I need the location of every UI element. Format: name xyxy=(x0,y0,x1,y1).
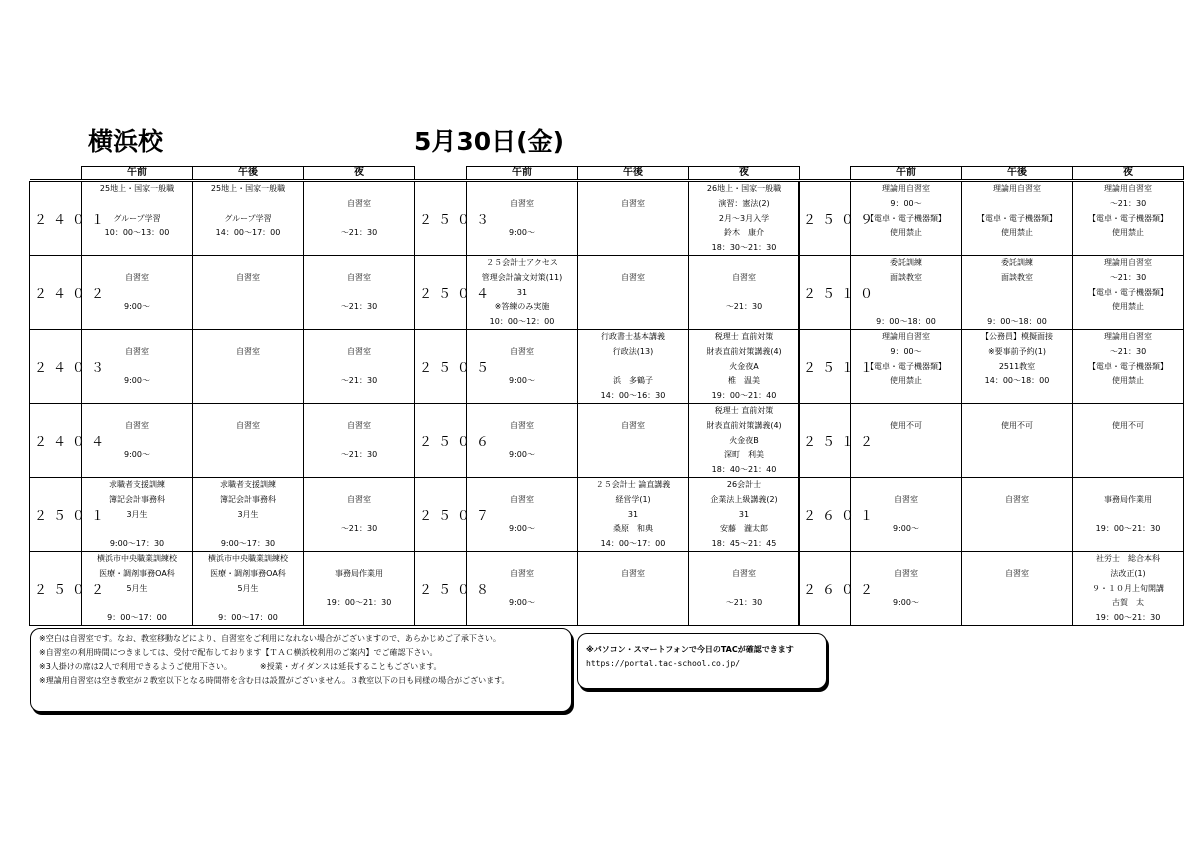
cell-line: 自習室 xyxy=(732,568,756,578)
cell-line: 自習室 xyxy=(1005,568,1029,578)
cell-line: 26地上・国家一般職 xyxy=(706,184,782,193)
cell-line: 9:00～ xyxy=(509,524,535,534)
cell-line: 9：00～ xyxy=(890,198,922,208)
schedule-cell xyxy=(578,552,689,626)
cell-line: 31 xyxy=(516,287,528,297)
table-row xyxy=(799,404,1184,478)
table-row xyxy=(415,330,800,404)
room-number: ２４０３ xyxy=(30,330,82,404)
schedule-cell xyxy=(193,256,304,330)
cell-line: 行政法(13) xyxy=(612,346,654,356)
cell-line: ２５会計士アクセス xyxy=(486,258,558,267)
column-header: 午後 xyxy=(962,167,1073,180)
schedule-cell xyxy=(689,182,800,256)
cell-line: 医療・調剤事務OA科 xyxy=(99,568,175,578)
cell-line: 財表直前対策講義(4) xyxy=(706,420,782,430)
cell-line: 使用不可 xyxy=(1112,420,1144,430)
cell-line: ～21：30 xyxy=(725,302,763,312)
cell-line: 自習室 xyxy=(125,420,149,430)
cell-line: ～21：30 xyxy=(1109,346,1147,356)
cell-line: ～21：30 xyxy=(340,302,378,312)
schedule-cell xyxy=(962,478,1073,552)
schedule-cell xyxy=(962,552,1073,626)
cell-line: 使用不可 xyxy=(890,420,922,430)
cell-line: 18：45～21：45 xyxy=(711,539,777,548)
cell-line: 25地上・国家一般職 xyxy=(99,184,175,193)
cell-line: 9:00～ xyxy=(124,376,150,386)
cell-line: 火金夜A xyxy=(729,361,759,371)
cell-line: 14：00～18：00 xyxy=(984,376,1050,386)
column-header: 午前 xyxy=(851,167,962,180)
room-number: ２５０７ xyxy=(415,478,467,552)
cell-line: 使用禁止 xyxy=(1001,228,1033,238)
cell-line: 使用禁止 xyxy=(890,376,922,386)
cell-line: 14：00～17：00 xyxy=(600,539,666,548)
room-number: ２５０５ xyxy=(415,330,467,404)
room-number: ２６０２ xyxy=(799,552,851,626)
table-row xyxy=(30,404,415,478)
cell-line: 事務局作業用 xyxy=(1104,494,1152,504)
cell-line: 面談教室 xyxy=(890,272,922,282)
cell-line: 10：00～13：00 xyxy=(104,228,170,238)
cell-line: ～21：30 xyxy=(340,376,378,386)
schedule-cell xyxy=(1073,478,1184,552)
cell-line: 自習室 xyxy=(125,346,149,356)
cell-line: 税理士 直前対策 xyxy=(714,332,774,341)
column-header: 午後 xyxy=(578,167,689,180)
cell-line: 自習室 xyxy=(621,420,645,430)
room-number: ２５１１ xyxy=(799,330,851,404)
header-spacer xyxy=(415,167,467,180)
cell-line: 自習室 xyxy=(510,568,534,578)
cell-line: 【電卓・電子機器類】 xyxy=(977,213,1057,223)
schedule-cell xyxy=(1073,256,1184,330)
table-row xyxy=(30,478,415,552)
schedule-cell xyxy=(962,404,1073,478)
cell-line: 理論用自習室 xyxy=(1104,184,1152,193)
cell-line: 行政書士基本講義 xyxy=(601,332,665,341)
note-line: ※空白は自習室です。なお、教室移動などにより、自習室をご利用になれない場合がございますので、あらかじめご了承下さい。 xyxy=(39,634,501,643)
schedule-cell xyxy=(578,182,689,256)
room-number: ２５０８ xyxy=(415,552,467,626)
room-number: ２５０６ xyxy=(415,404,467,478)
cell-line: 19：00～21：30 xyxy=(326,598,392,608)
cell-line: 委託訓練 xyxy=(1001,258,1033,267)
cell-line: ～21：30 xyxy=(340,524,378,534)
schedule-block xyxy=(414,166,800,626)
cell-line: 企業法上級講義(2) xyxy=(710,494,778,504)
schedule-cell xyxy=(962,182,1073,256)
cell-line: 自習室 xyxy=(894,568,918,578)
cell-line: 椎 温美 xyxy=(728,376,760,386)
cell-line: 31 xyxy=(627,509,639,519)
table-row xyxy=(799,552,1184,626)
room-number: ２５０９ xyxy=(799,182,851,256)
cell-line: 自習室 xyxy=(621,272,645,282)
schedule-cell xyxy=(851,330,962,404)
schedule-cell xyxy=(193,478,304,552)
notes-box xyxy=(30,628,572,712)
cell-line: 9:00～ xyxy=(124,302,150,312)
cell-line: 自習室 xyxy=(510,420,534,430)
cell-line: 9：00～ xyxy=(890,346,922,356)
schedule-cell xyxy=(578,256,689,330)
room-number: ２５０３ xyxy=(415,182,467,256)
cell-line: 理論用自習室 xyxy=(993,184,1041,193)
cell-line: グループ学習 xyxy=(224,213,272,223)
cell-line: 事務局作業用 xyxy=(335,568,383,578)
room-number: ２５１２ xyxy=(799,404,851,478)
cell-line: 9:00～ xyxy=(509,598,535,608)
cell-line: 5月生 xyxy=(237,583,259,593)
portal-url[interactable]: https://portal.tac-school.co.jp/ xyxy=(586,659,741,668)
room-number: ２４０１ xyxy=(30,182,82,256)
cell-line: 横浜市中央職業訓練校 xyxy=(208,554,288,563)
cell-line: 9:00～ xyxy=(509,376,535,386)
room-number: ２５０２ xyxy=(30,552,82,626)
cell-line: 鈴木 康介 xyxy=(724,228,764,238)
cell-line: 演習：憲法(2) xyxy=(718,198,770,208)
cell-line: 18：30～21：30 xyxy=(711,243,777,252)
column-header: 午前 xyxy=(467,167,578,180)
cell-line: 自習室 xyxy=(236,346,260,356)
room-number: ２６０１ xyxy=(799,478,851,552)
cell-line: 18：40～21：40 xyxy=(711,465,777,474)
header-spacer xyxy=(30,167,82,180)
table-row xyxy=(30,330,415,404)
cell-line: 税理士 直前対策 xyxy=(714,406,774,415)
cell-line: 自習室 xyxy=(510,198,534,208)
table-row xyxy=(799,330,1184,404)
cell-line: 9：00～18：00 xyxy=(876,317,936,326)
cell-line: 3月生 xyxy=(237,509,259,519)
school-name: 横浜校 xyxy=(88,127,164,156)
cell-line: 医療・調剤事務OA科 xyxy=(210,568,286,578)
table-row xyxy=(415,552,800,626)
cell-line: 2月～3月入学 xyxy=(718,213,770,223)
schedule-cell xyxy=(1073,552,1184,626)
cell-line: 自習室 xyxy=(125,272,149,282)
schedule-cell xyxy=(689,330,800,404)
cell-line: 9：00～17：00 xyxy=(107,613,167,622)
schedule-cell xyxy=(851,182,962,256)
room-number: ２５０４ xyxy=(415,256,467,330)
cell-line: 9：00～17：00 xyxy=(218,613,278,622)
room-number: ２４０２ xyxy=(30,256,82,330)
cell-line: 【電卓・電子機器類】 xyxy=(866,361,946,371)
cell-line: 9:00～17：30 xyxy=(109,539,165,548)
schedule-cell xyxy=(578,404,689,478)
cell-line: 法改正(1) xyxy=(1110,568,1146,578)
portal-note: ※パソコン・スマートフォンで今日のTACが確認できます xyxy=(586,645,794,654)
cell-line: 安藤 瀧太郎 xyxy=(720,524,768,534)
schedule-cell xyxy=(689,552,800,626)
cell-line: 【電卓・電子機器類】 xyxy=(1088,287,1168,297)
cell-line: ※要事前予約(1) xyxy=(987,346,1047,356)
cell-line: ～21：30 xyxy=(340,228,378,238)
note-line: ※自習室の利用時間につきましては、受付で配布しております【ＴＡＣ横浜校利用のご案内】でご確認下さい。 xyxy=(39,648,438,657)
cell-line: ～21：30 xyxy=(1109,198,1147,208)
cell-line: 使用禁止 xyxy=(890,228,922,238)
cell-line: 自習室 xyxy=(1005,494,1029,504)
schedule-cell xyxy=(193,182,304,256)
cell-line: 使用不可 xyxy=(1001,420,1033,430)
cell-line: ２５会計士 論直講義 xyxy=(595,480,671,489)
cell-line: 9:00～ xyxy=(509,450,535,460)
cell-line: 自習室 xyxy=(347,420,371,430)
cell-line: 簿記会計事務科 xyxy=(109,494,165,504)
cell-line: 自習室 xyxy=(894,494,918,504)
cell-line: 経営学(1) xyxy=(615,494,651,504)
schedule-cell xyxy=(304,404,415,478)
schedule-date: 5月30日(金) xyxy=(414,127,565,156)
cell-line: 委託訓練 xyxy=(890,258,922,267)
cell-line: 10：00～12：00 xyxy=(489,317,555,326)
table-row xyxy=(799,478,1184,552)
cell-line: 使用禁止 xyxy=(1112,376,1144,386)
cell-line: 9：00～18：00 xyxy=(987,317,1047,326)
cell-line: 火金夜B xyxy=(729,435,759,445)
note-line: ※3人掛けの席は2人で利用できるようご使用下さい。 ※授業・ガイダンスは延長することもございます。 xyxy=(39,662,442,671)
cell-line: 自習室 xyxy=(510,346,534,356)
cell-line: 【電卓・電子機器類】 xyxy=(1088,213,1168,223)
table-row xyxy=(799,182,1184,256)
cell-line: 19：00～21：40 xyxy=(711,391,777,400)
cell-line: 自習室 xyxy=(347,272,371,282)
cell-line: 深町 利美 xyxy=(724,450,764,460)
cell-line: 19：00～21：30 xyxy=(1095,524,1161,534)
note-line: ※理論用自習室は空き教室が２教室以下となる時間帯を含む日は設置がございません。３教室以下の日も同様の場合がございます。 xyxy=(39,676,510,685)
schedule-cell xyxy=(689,478,800,552)
schedule-cell xyxy=(304,256,415,330)
schedule-cell xyxy=(304,330,415,404)
cell-line: 理論用自習室 xyxy=(1104,258,1152,267)
cell-line: ９・１０月上旬開講 xyxy=(1092,583,1164,593)
cell-line: 自習室 xyxy=(510,494,534,504)
cell-line: 5月生 xyxy=(126,583,148,593)
table-row xyxy=(799,256,1184,330)
cell-line: 古賀 太 xyxy=(1112,598,1144,608)
cell-line: 横浜市中央職業訓練校 xyxy=(97,554,177,563)
cell-line: 9:00～ xyxy=(893,598,919,608)
cell-line: 簿記会計事務科 xyxy=(220,494,276,504)
cell-line: 面談教室 xyxy=(1001,272,1033,282)
cell-line: ～21：30 xyxy=(725,598,763,608)
table-row xyxy=(30,552,415,626)
cell-line: 管理会計論文対策(11) xyxy=(481,272,563,282)
schedule-cell xyxy=(1073,182,1184,256)
cell-line: 自習室 xyxy=(732,272,756,282)
cell-line: 理論用自習室 xyxy=(1104,332,1152,341)
cell-line: 自習室 xyxy=(236,420,260,430)
schedule-cell xyxy=(1073,404,1184,478)
schedule-cell xyxy=(193,552,304,626)
schedule-cell xyxy=(304,478,415,552)
cell-line: 社労士 総合本科 xyxy=(1096,554,1160,563)
table-row xyxy=(30,256,415,330)
schedule-cell xyxy=(689,256,800,330)
room-number: ２５１０ xyxy=(799,256,851,330)
cell-line: 使用禁止 xyxy=(1112,228,1144,238)
cell-line: 3月生 xyxy=(126,509,148,519)
column-header: 夜 xyxy=(1073,167,1184,180)
cell-line: 【電卓・電子機器類】 xyxy=(1088,361,1168,371)
schedule-block xyxy=(798,166,1184,626)
column-header: 午前 xyxy=(82,167,193,180)
cell-line: 自習室 xyxy=(621,198,645,208)
table-row xyxy=(415,478,800,552)
cell-line: 31 xyxy=(738,509,750,519)
cell-line: 14：00～16：30 xyxy=(600,391,666,400)
cell-line: 自習室 xyxy=(236,272,260,282)
schedule-cell xyxy=(578,478,689,552)
cell-line: 14：00～17：00 xyxy=(215,228,281,238)
cell-line: 桑原 和典 xyxy=(613,524,653,534)
schedule-cell xyxy=(1073,330,1184,404)
schedule-cell xyxy=(193,404,304,478)
cell-line: 9:00～17：30 xyxy=(220,539,276,548)
schedule-cell xyxy=(304,552,415,626)
column-header: 午後 xyxy=(193,167,304,180)
schedule-cell xyxy=(193,330,304,404)
cell-line: ～21：30 xyxy=(1109,272,1147,282)
portal-info-box xyxy=(577,633,827,689)
schedule-cell xyxy=(304,182,415,256)
cell-line: 使用禁止 xyxy=(1112,302,1144,312)
cell-line: 自習室 xyxy=(347,198,371,208)
schedule-cell xyxy=(578,330,689,404)
cell-line: グループ学習 xyxy=(113,213,161,223)
cell-line: 2511教室 xyxy=(998,361,1036,371)
header-spacer xyxy=(799,167,851,180)
cell-line: 【電卓・電子機器類】 xyxy=(866,213,946,223)
cell-line: 9:00～ xyxy=(509,228,535,238)
column-header: 夜 xyxy=(689,167,800,180)
schedule-cell xyxy=(962,330,1073,404)
cell-line: ※答練のみ実施 xyxy=(494,302,550,312)
table-row xyxy=(415,182,800,256)
table-row xyxy=(415,256,800,330)
table-row xyxy=(415,404,800,478)
table-row xyxy=(30,182,415,256)
cell-line: 浜 多鶴子 xyxy=(613,376,653,386)
schedule-block xyxy=(29,166,415,626)
room-number: ２５０１ xyxy=(30,478,82,552)
cell-line: 理論用自習室 xyxy=(882,184,930,193)
column-header: 夜 xyxy=(304,167,415,180)
cell-line: 自習室 xyxy=(347,494,371,504)
cell-line: 求職者支援訓練 xyxy=(220,480,276,489)
schedule-cell xyxy=(962,256,1073,330)
cell-line: 理論用自習室 xyxy=(882,332,930,341)
cell-line: 自習室 xyxy=(347,346,371,356)
cell-line: 9:00～ xyxy=(893,524,919,534)
cell-line: 25地上・国家一般職 xyxy=(210,184,286,193)
cell-line: ～21：30 xyxy=(340,450,378,460)
cell-line: 【公務員】模擬面接 xyxy=(981,332,1053,341)
cell-line: 26会計士 xyxy=(726,480,762,489)
cell-line: 9:00～ xyxy=(124,450,150,460)
schedule-cell xyxy=(689,404,800,478)
cell-line: 自習室 xyxy=(621,568,645,578)
cell-line: 財表直前対策講義(4) xyxy=(706,346,782,356)
room-number: ２４０４ xyxy=(30,404,82,478)
cell-line: 求職者支援訓練 xyxy=(109,480,165,489)
cell-line: 19：00～21：30 xyxy=(1095,613,1161,622)
